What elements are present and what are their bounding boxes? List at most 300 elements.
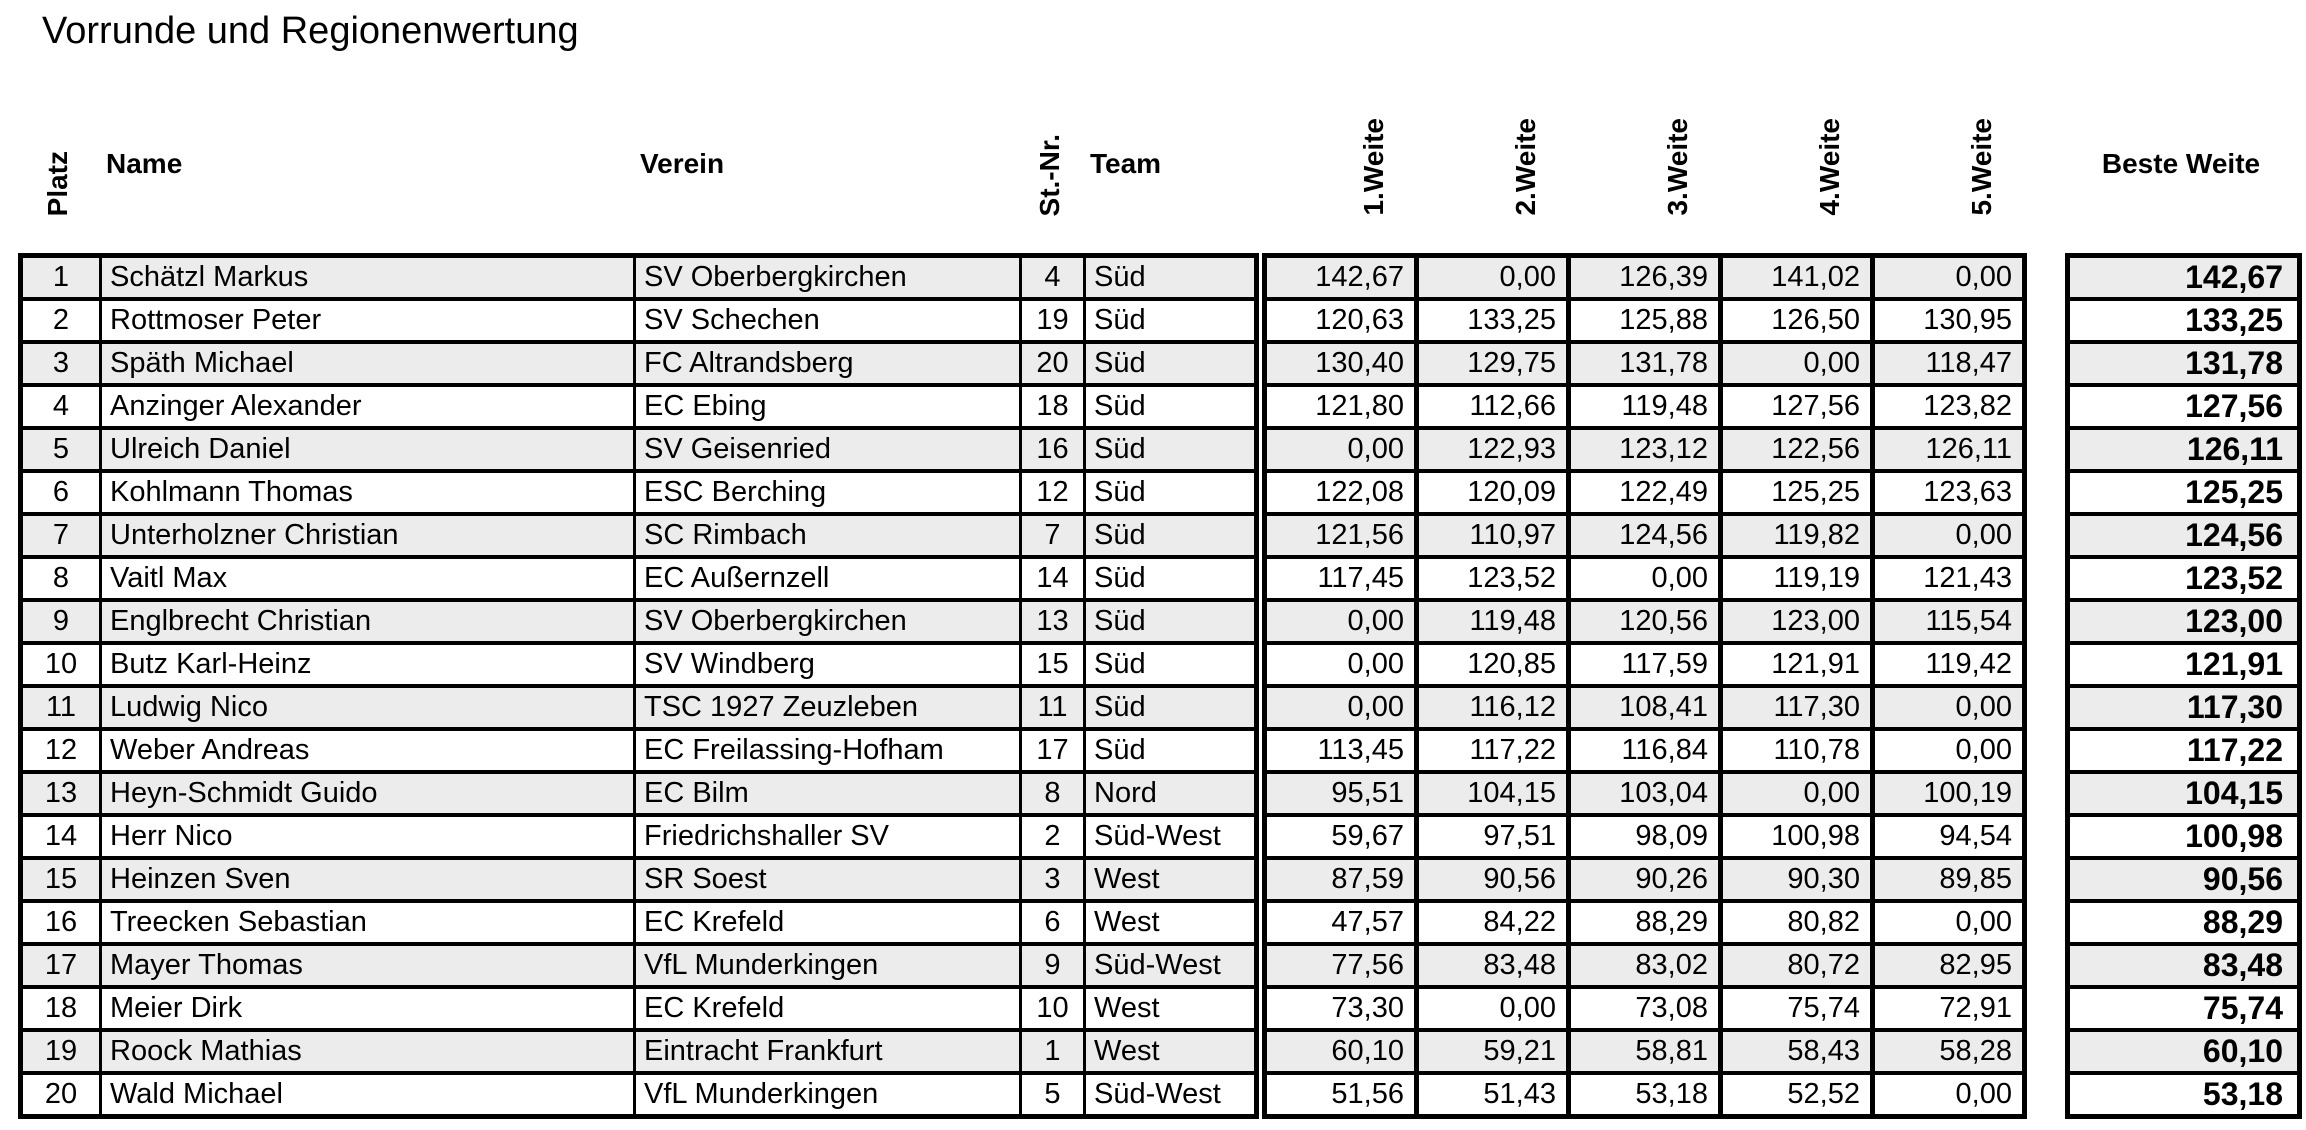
cell-verein: EC Freilassing-Hofham xyxy=(635,729,1021,772)
cell-weite5: 0,00 xyxy=(1873,1073,2025,1117)
cell-beste-weite: 123,00 xyxy=(2068,600,2300,643)
cell-weite5: 121,43 xyxy=(1873,557,2025,600)
cell-team: Süd xyxy=(1085,643,1257,686)
table-row xyxy=(21,600,1257,643)
cell-weite1: 0,00 xyxy=(1265,428,1417,471)
cell-weite5: 94,54 xyxy=(1873,815,2025,858)
cell-weite4: 80,72 xyxy=(1721,944,1873,987)
cell-platz: 11 xyxy=(21,686,101,729)
table-row xyxy=(2068,428,2300,471)
cell-team: Süd xyxy=(1085,256,1257,300)
cell-weite4: 0,00 xyxy=(1721,342,1873,385)
column-header-weite5-box xyxy=(1870,56,2022,216)
column-header-weite1-box xyxy=(1262,56,1414,216)
cell-weite3: 123,12 xyxy=(1569,428,1721,471)
cell-stnr: 1 xyxy=(1021,1030,1085,1073)
cell-name: Butz Karl-Heinz xyxy=(101,643,635,686)
cell-stnr: 12 xyxy=(1021,471,1085,514)
cell-name: Vaitl Max xyxy=(101,557,635,600)
cell-weite5: 119,42 xyxy=(1873,643,2025,686)
table-row xyxy=(21,514,1257,557)
cell-weite4: 119,19 xyxy=(1721,557,1873,600)
cell-platz: 17 xyxy=(21,944,101,987)
cell-weite4: 141,02 xyxy=(1721,256,1873,300)
cell-team: Süd xyxy=(1085,729,1257,772)
cell-weite4: 121,91 xyxy=(1721,643,1873,686)
cell-weite2: 129,75 xyxy=(1417,342,1569,385)
table-row xyxy=(21,643,1257,686)
cell-platz: 8 xyxy=(21,557,101,600)
cell-stnr: 20 xyxy=(1021,342,1085,385)
table-row xyxy=(21,299,1257,342)
table-row xyxy=(2068,987,2300,1030)
cell-weite1: 95,51 xyxy=(1265,772,1417,815)
cell-weite1: 59,67 xyxy=(1265,815,1417,858)
cell-verein: Eintracht Frankfurt xyxy=(635,1030,1021,1073)
cell-weite2: 120,85 xyxy=(1417,643,1569,686)
cell-weite2: 0,00 xyxy=(1417,256,1569,300)
column-header-team: Team xyxy=(1090,148,1162,179)
table-row xyxy=(1265,342,2025,385)
cell-weite1: 113,45 xyxy=(1265,729,1417,772)
cell-name: Herr Nico xyxy=(101,815,635,858)
cell-platz: 6 xyxy=(21,471,101,514)
cell-weite1: 73,30 xyxy=(1265,987,1417,1030)
cell-weite3: 88,29 xyxy=(1569,901,1721,944)
table-row xyxy=(21,471,1257,514)
cell-stnr: 18 xyxy=(1021,385,1085,428)
cell-weite3: 125,88 xyxy=(1569,299,1721,342)
cell-weite4: 58,43 xyxy=(1721,1030,1873,1073)
cell-weite3: 58,81 xyxy=(1569,1030,1721,1073)
cell-name: Roock Mathias xyxy=(101,1030,635,1073)
cell-weite1: 122,08 xyxy=(1265,471,1417,514)
cell-platz: 5 xyxy=(21,428,101,471)
cell-weite3: 98,09 xyxy=(1569,815,1721,858)
cell-verein: SV Schechen xyxy=(635,299,1021,342)
table-row xyxy=(1265,944,2025,987)
table-row xyxy=(2068,858,2300,901)
cell-weite4: 123,00 xyxy=(1721,600,1873,643)
cell-stnr: 2 xyxy=(1021,815,1085,858)
cell-beste-weite: 90,56 xyxy=(2068,858,2300,901)
cell-weite5: 126,11 xyxy=(1873,428,2025,471)
cell-team: Süd xyxy=(1085,600,1257,643)
cell-platz: 16 xyxy=(21,901,101,944)
table-row xyxy=(21,858,1257,901)
cell-weite4: 110,78 xyxy=(1721,729,1873,772)
cell-weite5: 89,85 xyxy=(1873,858,2025,901)
cell-beste-weite: 125,25 xyxy=(2068,471,2300,514)
cell-verein: ESC Berching xyxy=(635,471,1021,514)
cell-weite3: 83,02 xyxy=(1569,944,1721,987)
cell-stnr: 13 xyxy=(1021,600,1085,643)
column-header-stnr: St.-Nr. xyxy=(1034,133,1065,216)
table-row xyxy=(2068,471,2300,514)
cell-beste-weite: 126,11 xyxy=(2068,428,2300,471)
table-row xyxy=(1265,729,2025,772)
cell-weite2: 117,22 xyxy=(1417,729,1569,772)
column-header-weite3-box xyxy=(1566,56,1718,216)
cell-name: Englbrecht Christian xyxy=(101,600,635,643)
cell-weite5: 100,19 xyxy=(1873,772,2025,815)
cell-name: Späth Michael xyxy=(101,342,635,385)
cell-verein: SC Rimbach xyxy=(635,514,1021,557)
cell-weite1: 0,00 xyxy=(1265,686,1417,729)
cell-verein: TSC 1927 Zeuzleben xyxy=(635,686,1021,729)
cell-weite5: 0,00 xyxy=(1873,729,2025,772)
cell-stnr: 10 xyxy=(1021,987,1085,1030)
cell-verein: EC Bilm xyxy=(635,772,1021,815)
cell-weite1: 130,40 xyxy=(1265,342,1417,385)
table-row xyxy=(2068,299,2300,342)
cell-weite1: 60,10 xyxy=(1265,1030,1417,1073)
cell-weite5: 123,63 xyxy=(1873,471,2025,514)
cell-weite5: 0,00 xyxy=(1873,686,2025,729)
table-row xyxy=(21,772,1257,815)
cell-weite4: 122,56 xyxy=(1721,428,1873,471)
cell-platz: 20 xyxy=(21,1073,101,1117)
cell-name: Heinzen Sven xyxy=(101,858,635,901)
table-row xyxy=(2068,557,2300,600)
cell-platz: 9 xyxy=(21,600,101,643)
cell-team: Süd xyxy=(1085,557,1257,600)
table-row xyxy=(1265,385,2025,428)
cell-team: Süd xyxy=(1085,514,1257,557)
table-row xyxy=(1265,987,2025,1030)
column-header-verein: Verein xyxy=(640,148,725,179)
cell-platz: 4 xyxy=(21,385,101,428)
cell-weite2: 122,93 xyxy=(1417,428,1569,471)
cell-stnr: 9 xyxy=(1021,944,1085,987)
cell-weite5: 0,00 xyxy=(1873,256,2025,300)
cell-verein: VfL Munderkingen xyxy=(635,1073,1021,1117)
cell-weite4: 126,50 xyxy=(1721,299,1873,342)
cell-weite1: 77,56 xyxy=(1265,944,1417,987)
cell-weite2: 116,12 xyxy=(1417,686,1569,729)
cell-stnr: 6 xyxy=(1021,901,1085,944)
cell-weite2: 119,48 xyxy=(1417,600,1569,643)
column-header-platz: Platz xyxy=(42,150,73,216)
cell-team: Süd-West xyxy=(1085,944,1257,987)
cell-name: Unterholzner Christian xyxy=(101,514,635,557)
cell-team: Süd xyxy=(1085,342,1257,385)
cell-beste-weite: 117,30 xyxy=(2068,686,2300,729)
cell-name: Wald Michael xyxy=(101,1073,635,1117)
cell-weite5: 0,00 xyxy=(1873,901,2025,944)
cell-team: Süd xyxy=(1085,299,1257,342)
table-row xyxy=(21,1073,1257,1117)
cell-weite4: 119,82 xyxy=(1721,514,1873,557)
cell-team: West xyxy=(1085,987,1257,1030)
cell-verein: SV Oberbergkirchen xyxy=(635,600,1021,643)
table-row xyxy=(21,385,1257,428)
cell-weite2: 97,51 xyxy=(1417,815,1569,858)
cell-weite5: 58,28 xyxy=(1873,1030,2025,1073)
cell-stnr: 14 xyxy=(1021,557,1085,600)
table-row xyxy=(2068,600,2300,643)
table-row xyxy=(1265,901,2025,944)
cell-name: Meier Dirk xyxy=(101,987,635,1030)
results-table-beste-body xyxy=(2068,256,2300,1117)
column-header-stnr-box xyxy=(1018,56,1082,216)
cell-team: Süd-West xyxy=(1085,815,1257,858)
cell-platz: 13 xyxy=(21,772,101,815)
table-row xyxy=(2068,385,2300,428)
table-row xyxy=(1265,1030,2025,1073)
table-row xyxy=(21,944,1257,987)
cell-platz: 15 xyxy=(21,858,101,901)
cell-weite1: 51,56 xyxy=(1265,1073,1417,1117)
cell-weite2: 110,97 xyxy=(1417,514,1569,557)
cell-team: West xyxy=(1085,1030,1257,1073)
cell-stnr: 8 xyxy=(1021,772,1085,815)
column-header-beste-weite: Beste Weite xyxy=(2101,148,2261,179)
column-header-platz-box xyxy=(18,56,98,216)
cell-platz: 7 xyxy=(21,514,101,557)
cell-weite3: 117,59 xyxy=(1569,643,1721,686)
table-row xyxy=(1265,471,2025,514)
cell-team: West xyxy=(1085,901,1257,944)
cell-weite4: 90,30 xyxy=(1721,858,1873,901)
cell-team: Nord xyxy=(1085,772,1257,815)
column-header-weite3: 3.Weite xyxy=(1662,118,1693,216)
results-table-main xyxy=(18,253,1259,1119)
cell-stnr: 5 xyxy=(1021,1073,1085,1117)
column-header-name: Name xyxy=(106,148,183,179)
cell-beste-weite: 88,29 xyxy=(2068,901,2300,944)
table-row xyxy=(1265,815,2025,858)
table-row xyxy=(21,557,1257,600)
table-row xyxy=(2068,514,2300,557)
cell-name: Treecken Sebastian xyxy=(101,901,635,944)
results-table-beste xyxy=(2065,253,2302,1119)
table-row xyxy=(1265,514,2025,557)
cell-beste-weite: 123,52 xyxy=(2068,557,2300,600)
cell-weite2: 123,52 xyxy=(1417,557,1569,600)
table-row xyxy=(21,342,1257,385)
cell-weite4: 52,52 xyxy=(1721,1073,1873,1117)
cell-beste-weite: 104,15 xyxy=(2068,772,2300,815)
cell-weite1: 87,59 xyxy=(1265,858,1417,901)
cell-stnr: 17 xyxy=(1021,729,1085,772)
cell-weite1: 0,00 xyxy=(1265,643,1417,686)
table-row xyxy=(1265,686,2025,729)
cell-name: Mayer Thomas xyxy=(101,944,635,987)
cell-name: Rottmoser Peter xyxy=(101,299,635,342)
cell-weite5: 0,00 xyxy=(1873,514,2025,557)
cell-weite5: 123,82 xyxy=(1873,385,2025,428)
table-row xyxy=(21,428,1257,471)
cell-stnr: 19 xyxy=(1021,299,1085,342)
cell-name: Ludwig Nico xyxy=(101,686,635,729)
cell-weite5: 72,91 xyxy=(1873,987,2025,1030)
cell-team: West xyxy=(1085,858,1257,901)
cell-verein: EC Ebing xyxy=(635,385,1021,428)
cell-weite2: 51,43 xyxy=(1417,1073,1569,1117)
table-row xyxy=(1265,1073,2025,1117)
cell-beste-weite: 100,98 xyxy=(2068,815,2300,858)
cell-verein: EC Krefeld xyxy=(635,987,1021,1030)
cell-platz: 3 xyxy=(21,342,101,385)
table-row xyxy=(2068,815,2300,858)
cell-weite2: 133,25 xyxy=(1417,299,1569,342)
cell-beste-weite: 124,56 xyxy=(2068,514,2300,557)
table-row xyxy=(2068,901,2300,944)
cell-name: Anzinger Alexander xyxy=(101,385,635,428)
cell-name: Kohlmann Thomas xyxy=(101,471,635,514)
cell-weite5: 82,95 xyxy=(1873,944,2025,987)
cell-platz: 18 xyxy=(21,987,101,1030)
cell-beste-weite: 53,18 xyxy=(2068,1073,2300,1117)
cell-team: Süd xyxy=(1085,686,1257,729)
cell-weite3: 90,26 xyxy=(1569,858,1721,901)
table-row xyxy=(1265,299,2025,342)
cell-team: Süd xyxy=(1085,385,1257,428)
column-header-weite1: 1.Weite xyxy=(1358,118,1389,216)
table-row xyxy=(2068,1073,2300,1117)
cell-platz: 12 xyxy=(21,729,101,772)
document-title: Vorrunde und Regionenwertung xyxy=(42,10,579,52)
cell-stnr: 16 xyxy=(1021,428,1085,471)
cell-verein: SV Geisenried xyxy=(635,428,1021,471)
cell-weite5: 118,47 xyxy=(1873,342,2025,385)
cell-stnr: 4 xyxy=(1021,256,1085,300)
cell-team: Süd-West xyxy=(1085,1073,1257,1117)
cell-platz: 1 xyxy=(21,256,101,300)
table-row xyxy=(1265,772,2025,815)
table-row xyxy=(21,256,1257,300)
table-row xyxy=(1265,256,2025,300)
column-header-weite5: 5.Weite xyxy=(1966,118,1997,216)
cell-beste-weite: 131,78 xyxy=(2068,342,2300,385)
cell-weite3: 108,41 xyxy=(1569,686,1721,729)
cell-weite3: 73,08 xyxy=(1569,987,1721,1030)
column-header-weite2: 2.Weite xyxy=(1510,118,1541,216)
cell-beste-weite: 75,74 xyxy=(2068,987,2300,1030)
cell-weite3: 131,78 xyxy=(1569,342,1721,385)
cell-weite4: 0,00 xyxy=(1721,772,1873,815)
cell-weite2: 120,09 xyxy=(1417,471,1569,514)
cell-weite1: 142,67 xyxy=(1265,256,1417,300)
table-row xyxy=(1265,557,2025,600)
cell-weite2: 0,00 xyxy=(1417,987,1569,1030)
cell-weite4: 127,56 xyxy=(1721,385,1873,428)
cell-beste-weite: 60,10 xyxy=(2068,1030,2300,1073)
cell-weite4: 100,98 xyxy=(1721,815,1873,858)
cell-platz: 10 xyxy=(21,643,101,686)
cell-weite4: 125,25 xyxy=(1721,471,1873,514)
results-table-weite-body xyxy=(1265,256,2025,1117)
cell-name: Heyn-Schmidt Guido xyxy=(101,772,635,815)
cell-weite1: 121,56 xyxy=(1265,514,1417,557)
cell-weite3: 124,56 xyxy=(1569,514,1721,557)
column-header-weite2-box xyxy=(1414,56,1566,216)
cell-weite2: 90,56 xyxy=(1417,858,1569,901)
cell-name: Ulreich Daniel xyxy=(101,428,635,471)
cell-stnr: 3 xyxy=(1021,858,1085,901)
cell-verein: EC Außernzell xyxy=(635,557,1021,600)
cell-stnr: 15 xyxy=(1021,643,1085,686)
cell-platz: 14 xyxy=(21,815,101,858)
cell-weite2: 83,48 xyxy=(1417,944,1569,987)
cell-stnr: 11 xyxy=(1021,686,1085,729)
cell-name: Schätzl Markus xyxy=(101,256,635,300)
cell-weite3: 116,84 xyxy=(1569,729,1721,772)
cell-platz: 19 xyxy=(21,1030,101,1073)
cell-beste-weite: 83,48 xyxy=(2068,944,2300,987)
cell-weite3: 53,18 xyxy=(1569,1073,1721,1117)
cell-weite2: 112,66 xyxy=(1417,385,1569,428)
cell-weite4: 80,82 xyxy=(1721,901,1873,944)
table-row xyxy=(2068,1030,2300,1073)
table-row xyxy=(1265,428,2025,471)
cell-weite3: 126,39 xyxy=(1569,256,1721,300)
table-row xyxy=(2068,342,2300,385)
table-row xyxy=(1265,858,2025,901)
table-row xyxy=(2068,729,2300,772)
cell-weite5: 130,95 xyxy=(1873,299,2025,342)
cell-verein: VfL Munderkingen xyxy=(635,944,1021,987)
table-row xyxy=(2068,256,2300,300)
cell-verein: FC Altrandsberg xyxy=(635,342,1021,385)
cell-stnr: 7 xyxy=(1021,514,1085,557)
cell-weite4: 75,74 xyxy=(1721,987,1873,1030)
cell-weite2: 84,22 xyxy=(1417,901,1569,944)
cell-weite3: 103,04 xyxy=(1569,772,1721,815)
cell-weite3: 119,48 xyxy=(1569,385,1721,428)
cell-weite3: 120,56 xyxy=(1569,600,1721,643)
cell-verein: SV Windberg xyxy=(635,643,1021,686)
table-row xyxy=(21,1030,1257,1073)
table-row xyxy=(21,729,1257,772)
cell-beste-weite: 121,91 xyxy=(2068,643,2300,686)
results-table-weite xyxy=(1262,253,2027,1119)
column-header-weite4: 4.Weite xyxy=(1814,118,1845,216)
cell-beste-weite: 117,22 xyxy=(2068,729,2300,772)
cell-weite1: 120,63 xyxy=(1265,299,1417,342)
cell-weite2: 104,15 xyxy=(1417,772,1569,815)
cell-weite1: 47,57 xyxy=(1265,901,1417,944)
cell-verein: Friedrichshaller SV xyxy=(635,815,1021,858)
cell-weite4: 117,30 xyxy=(1721,686,1873,729)
table-row xyxy=(21,987,1257,1030)
cell-beste-weite: 127,56 xyxy=(2068,385,2300,428)
cell-weite1: 117,45 xyxy=(1265,557,1417,600)
cell-name: Weber Andreas xyxy=(101,729,635,772)
cell-weite1: 121,80 xyxy=(1265,385,1417,428)
table-row xyxy=(2068,686,2300,729)
cell-weite3: 122,49 xyxy=(1569,471,1721,514)
table-row xyxy=(1265,600,2025,643)
cell-platz: 2 xyxy=(21,299,101,342)
table-row xyxy=(2068,643,2300,686)
cell-weite3: 0,00 xyxy=(1569,557,1721,600)
table-row xyxy=(21,815,1257,858)
cell-verein: EC Krefeld xyxy=(635,901,1021,944)
cell-beste-weite: 142,67 xyxy=(2068,256,2300,300)
table-row xyxy=(21,686,1257,729)
column-header-weite4-box xyxy=(1718,56,1870,216)
table-row xyxy=(2068,944,2300,987)
cell-weite5: 115,54 xyxy=(1873,600,2025,643)
cell-verein: SV Oberbergkirchen xyxy=(635,256,1021,300)
cell-team: Süd xyxy=(1085,471,1257,514)
results-table-main-body xyxy=(21,256,1257,1117)
table-row xyxy=(21,901,1257,944)
cell-verein: SR Soest xyxy=(635,858,1021,901)
cell-weite2: 59,21 xyxy=(1417,1030,1569,1073)
